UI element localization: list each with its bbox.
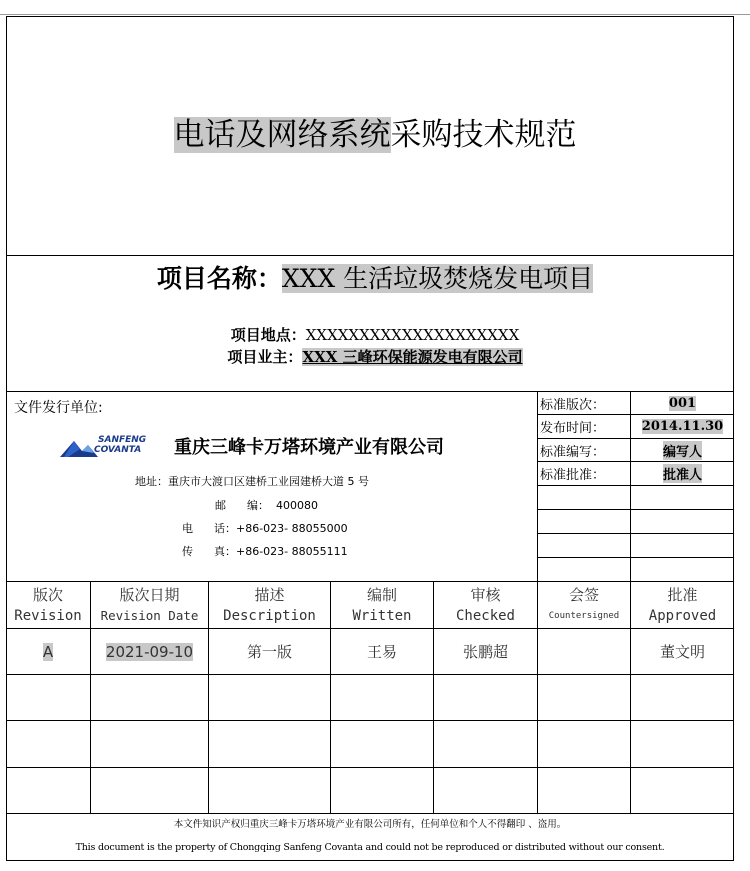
- rev-row-line: [6, 720, 734, 721]
- rev-row-line: [6, 767, 734, 768]
- rev-header-checked: [434, 582, 537, 628]
- rev-header-date: [91, 582, 208, 628]
- std-value-writer: [631, 439, 734, 461]
- std-row-line: [537, 533, 734, 534]
- issuer-label: 文件发行单位:: [14, 400, 103, 416]
- rev-header-description-cn: 描述: [254, 586, 285, 604]
- rev-header-written: [331, 582, 433, 628]
- footer-copyright-cn: 本文件知识产权归重庆三峰卡万塔环境产业有限公司所有，任何单位和个人不得翻印 、盗用。: [173, 819, 567, 830]
- divider-title: [6, 255, 734, 256]
- std-label-date: 发布时间：: [540, 421, 606, 436]
- rev-header-countersigned-cn: 会签: [568, 586, 599, 604]
- document-title: [0, 112, 750, 158]
- std-value-approver: [631, 462, 734, 485]
- rev-cell-date-text: 2021-09-10: [105, 642, 194, 661]
- std-row-line: [537, 509, 734, 510]
- rev-header-description: [209, 582, 330, 628]
- rev-header-checked-cn: 审核: [470, 586, 501, 604]
- rev-header-checked-en: Checked: [455, 608, 515, 624]
- rev-cell-description: 第一版: [246, 643, 292, 661]
- rev-header-date-en: Revision Date: [100, 608, 199, 623]
- rev-header-written-cn: 编制: [366, 586, 397, 604]
- rev-header-approved-cn: 批准: [667, 586, 698, 604]
- rev-header-description-en: Description: [223, 608, 316, 624]
- company-fax: 传 真：+86-023- 88055111: [182, 545, 348, 558]
- project-name-value: XXX 生活垃圾焚烧发电项目: [281, 264, 594, 293]
- footer-copyright-en: This document is the property of Chongqing Sanfeng Covanta and could not be reproduced or distributed without our consent.: [75, 842, 665, 853]
- project-location: [0, 325, 750, 345]
- rev-cell-approved: 董文明: [659, 643, 705, 661]
- rev-cell-checked: 张鹏超: [462, 643, 508, 661]
- page-top-rule: [0, 14, 750, 15]
- company-address: 地址：重庆市大渡口区建桥工业园建桥大道 5 号: [135, 475, 369, 488]
- rev-bottom-line: [6, 813, 734, 814]
- company-phone: 电 话：+86-023- 88055000: [182, 522, 348, 535]
- std-value-approver-text: 批准人: [663, 464, 702, 483]
- rev-header-countersigned: [538, 582, 630, 628]
- project-owner-value: XXX 三峰环保能源发电有限公司: [302, 348, 523, 366]
- rev-header-written-en: Written: [352, 608, 412, 624]
- project-name-label: 项目名称：: [156, 264, 282, 293]
- rev-header-revision: [6, 582, 90, 628]
- rev-cell-revision: [6, 629, 90, 674]
- rev-header-revision-cn: 版次: [32, 586, 63, 604]
- rev-row-line: [6, 674, 734, 675]
- project-owner: [0, 347, 750, 367]
- rev-header-approved: [631, 582, 734, 628]
- std-row-line: [537, 557, 734, 558]
- title-plain: 采购技术规范: [390, 117, 577, 153]
- std-grid-left: [537, 391, 538, 582]
- rev-cell-date: [91, 629, 208, 674]
- std-value-version: [631, 392, 734, 414]
- rev-header-revision-en: Revision: [14, 608, 82, 624]
- std-value-date-text: 2014.11.30: [641, 419, 724, 434]
- logo-text-covanta: COVANTA: [94, 445, 142, 455]
- std-label-writer: 标准编写：: [540, 444, 606, 460]
- company-logo: [58, 435, 170, 459]
- rev-header-countersigned-en: Countersigned: [548, 611, 620, 621]
- rev-cell-countersigned: [538, 629, 630, 674]
- rev-header-approved-en: Approved: [648, 608, 717, 624]
- title-highlighted: 电话及网络系统: [173, 117, 391, 153]
- project-owner-label: 项目业主：: [227, 348, 303, 366]
- rev-cell-written: 王易: [366, 643, 397, 661]
- std-value-version-text: 001: [668, 395, 697, 411]
- std-label-version: 标准版次：: [540, 397, 606, 413]
- std-row-line: [537, 485, 734, 486]
- project-location-label: 项目地点：: [230, 326, 306, 344]
- company-postcode: 邮 编： 400080: [215, 499, 318, 512]
- rev-header-date-cn: 版次日期: [119, 586, 180, 604]
- company-name: 重庆三峰卡万塔环境产业有限公司: [174, 437, 444, 458]
- logo-text-sanfeng: SANFENG: [98, 435, 147, 445]
- project-location-value: XXXXXXXXXXXXXXXXXXXX: [305, 326, 520, 344]
- std-value-writer-text: 编写人: [663, 441, 702, 460]
- rev-cell-revision-text: A: [42, 642, 54, 661]
- project-name: [0, 260, 750, 298]
- std-value-date: [631, 415, 734, 438]
- std-label-approver: 标准批准：: [540, 468, 606, 483]
